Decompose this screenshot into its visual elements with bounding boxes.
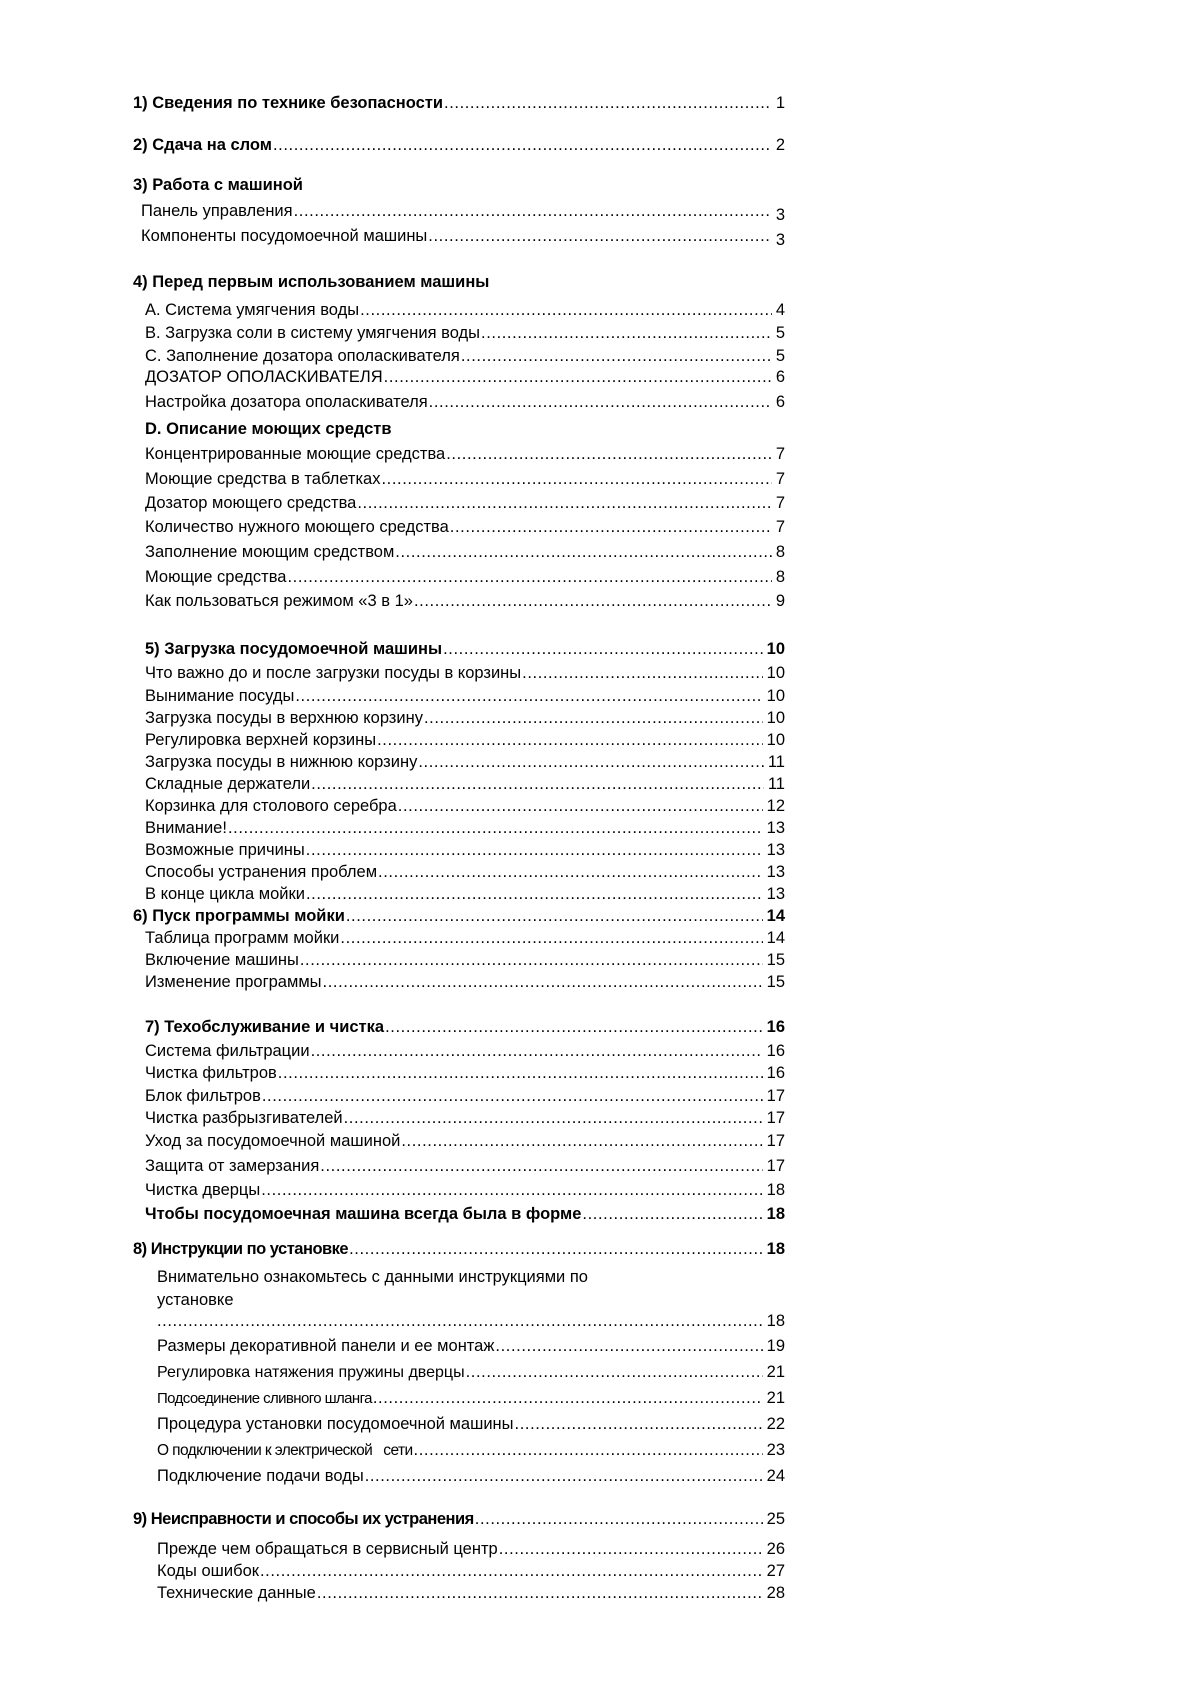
leader-dots <box>395 543 772 562</box>
toc-entry <box>145 1181 785 1200</box>
toc-entry-title: Концентрированные моющие средства <box>145 445 446 463</box>
toc-entry-title: Загрузка посуды в нижнюю корзину <box>145 753 418 771</box>
toc-entry-page: 1 <box>775 94 785 112</box>
toc-entry-title: Настройка дозатора ополаскивателя <box>145 393 428 411</box>
toc-entry-page: 11 <box>767 775 785 793</box>
toc-entry-title: Подсоединение сливного шланга <box>157 1390 372 1407</box>
toc-entry-title: Заполнение моющим средством <box>145 543 395 561</box>
toc-entry-page: 21 <box>766 1389 785 1407</box>
toc-entry <box>157 1415 785 1434</box>
leader-dots <box>398 797 763 816</box>
toc-entry-read-instructions-line1: Внимательно ознакомьтесь с данными инструкциями по <box>157 1268 588 1286</box>
toc-entry <box>145 664 785 683</box>
toc-entry-title: Как пользоваться режимом «3 в 1» <box>145 592 413 610</box>
toc-entry-page: 13 <box>766 863 785 881</box>
toc-entry <box>145 687 785 706</box>
toc-entry-title: Регулировка натяжения пружины дверцы <box>157 1364 465 1381</box>
toc-entry-page: 8 <box>775 543 785 561</box>
leader-dots <box>373 1389 763 1408</box>
leader-dots <box>522 664 763 683</box>
toc-subsection-detergents: D. Описание моющих средств <box>145 420 392 438</box>
toc-entry-title: Система фильтрации <box>145 1042 310 1060</box>
toc-entry <box>157 1540 785 1559</box>
toc-section-operation: 3) Работа с машиной <box>133 176 303 194</box>
toc-entry <box>141 202 785 224</box>
toc-entry-title: Блок фильтров <box>145 1087 261 1105</box>
toc-entry-title: Размеры декоративной панели и ее монтаж <box>157 1337 495 1355</box>
leader-dots <box>450 518 772 537</box>
leader-dots <box>273 136 772 155</box>
toc-entry-page: 4 <box>775 301 785 319</box>
toc-entry-title: Чтобы посудомоечная машина всегда была в форме <box>145 1205 582 1223</box>
leader-dots <box>360 301 772 320</box>
toc-entry-page: 17 <box>766 1157 785 1175</box>
toc-entry <box>145 1157 785 1176</box>
toc-section-before-first-use: 4) Перед первым использованием машины <box>133 273 490 291</box>
toc-entry-title: Чистка разбрызгивателей <box>145 1109 343 1127</box>
leader-dots <box>278 1064 763 1083</box>
toc-entry-page: 27 <box>766 1562 785 1580</box>
toc-entry <box>145 518 785 537</box>
toc-section-installation <box>133 1240 785 1259</box>
toc-entry-title: 5) Загрузка посудомоечной машины <box>145 640 443 658</box>
toc-entry-page: 6 <box>775 368 785 386</box>
leader-dots <box>475 1510 763 1529</box>
toc-entry-title: О подключении к электрической сети <box>157 1442 413 1459</box>
leader-dots <box>428 227 772 246</box>
toc-entry <box>145 753 785 772</box>
toc-entry-page: 7 <box>775 445 785 463</box>
toc-entry-title: Чистка фильтров <box>145 1064 277 1082</box>
leader-dots <box>515 1415 763 1434</box>
toc-entry-page: 5 <box>775 324 785 342</box>
toc-entry <box>157 1441 785 1460</box>
toc-entry-page: 18 <box>766 1312 785 1330</box>
toc-entry-title: 8) Инструкции по установке <box>133 1240 349 1258</box>
toc-entry-title: A. Система умягчения воды <box>145 301 360 319</box>
leader-dots <box>481 324 772 343</box>
toc-entry-title: В конце цикла мойки <box>145 885 305 903</box>
toc-entry-title: Регулировка верхней корзины <box>145 731 377 749</box>
toc-entry-disposal <box>133 136 785 155</box>
toc-entry-title: 6) Пуск программы мойки <box>133 907 345 925</box>
toc-entry-page: 3 <box>775 231 785 249</box>
toc-entry-page: 16 <box>766 1018 785 1036</box>
toc-entry <box>145 347 785 366</box>
toc-entry-title: Подключение подачи воды <box>157 1467 364 1485</box>
toc-entry-title: Моющие средства в таблетках <box>145 470 381 488</box>
toc-entry <box>145 1042 785 1061</box>
leader-dots <box>344 1109 763 1128</box>
toc-entry <box>145 1064 785 1083</box>
toc-entry <box>145 731 785 750</box>
toc-entry-title: Прежде чем обращаться в сервисный центр <box>157 1540 498 1558</box>
leader-dots <box>401 1132 762 1151</box>
toc-entry-page: 7 <box>775 494 785 512</box>
toc-entry <box>157 1467 785 1486</box>
toc-entry-page: 13 <box>766 885 785 903</box>
leader-dots <box>378 863 763 882</box>
toc-entry-page: 2 <box>775 136 785 154</box>
toc-entry <box>145 841 785 860</box>
toc-entry <box>145 445 785 464</box>
toc-entry-title: 2) Сдача на слом <box>133 136 272 154</box>
leader-dots <box>424 709 763 728</box>
toc-entry-title: Чистка дверцы <box>145 1181 261 1199</box>
toc-entry-page: 16 <box>766 1064 785 1082</box>
toc-entry-page: 24 <box>766 1467 785 1485</box>
toc-entry-page: 25 <box>766 1510 785 1528</box>
toc-entry-title: Изменение программы <box>145 973 322 991</box>
leader-dots <box>294 202 772 221</box>
leader-dots <box>262 1087 763 1106</box>
toc-entry-title: Панель управления <box>141 202 293 220</box>
toc-entry-page: 18 <box>766 1181 785 1199</box>
toc-entry <box>145 470 785 489</box>
toc-entry <box>145 775 785 794</box>
toc-section-start-program <box>133 907 785 926</box>
toc-section-loading <box>145 640 785 659</box>
leader-dots <box>300 951 763 970</box>
toc-entry-title: Включение машины <box>145 951 299 969</box>
toc-entry-page: 16 <box>766 1042 785 1060</box>
toc-entry-page: 17 <box>766 1087 785 1105</box>
toc-entry-page: 15 <box>766 973 785 991</box>
toc-entry <box>141 227 785 249</box>
toc-entry <box>145 951 785 970</box>
toc-entry-title: 7) Техобслуживание и чистка <box>145 1018 385 1036</box>
toc-entry <box>157 1363 785 1382</box>
leader-dots <box>377 731 763 750</box>
toc-entry <box>145 1087 785 1106</box>
toc-entry <box>145 1132 785 1151</box>
toc-entry-page: 23 <box>766 1441 785 1459</box>
toc-entry <box>145 592 785 611</box>
toc-entry-title: Таблица программ мойки <box>145 929 340 947</box>
toc-entry-page: 5 <box>775 347 785 365</box>
leader-dots <box>357 494 771 513</box>
toc-entry-title: C. Заполнение дозатора ополаскивателя <box>145 347 460 365</box>
toc-entry <box>157 1584 785 1603</box>
leader-dots <box>311 775 764 794</box>
toc-entry <box>145 973 785 992</box>
toc-entry-page: 10 <box>766 709 785 727</box>
toc-entry-title: Что важно до и после загрузки посуды в корзины <box>145 664 522 682</box>
leader-dots <box>444 94 772 113</box>
leader-dots <box>381 470 771 489</box>
toc-entry-page: 19 <box>766 1337 785 1355</box>
toc-entry <box>157 1562 785 1581</box>
toc-entry-page: 10 <box>766 640 785 658</box>
toc-entry-read-instructions-dots <box>157 1312 785 1331</box>
leader-dots <box>495 1337 762 1356</box>
toc-entry-title: Внимание! <box>145 819 227 837</box>
toc-entry-page: 21 <box>766 1363 785 1381</box>
toc-entry-title: Уход за посудомоечной машиной <box>145 1132 401 1150</box>
toc-entry-page: 10 <box>766 664 785 682</box>
toc-entry-page: 10 <box>766 687 785 705</box>
toc-entry-page: 17 <box>766 1109 785 1127</box>
toc-entry <box>145 393 785 412</box>
leader-dots <box>385 1018 763 1037</box>
toc-entry-page: 28 <box>766 1584 785 1602</box>
leader-dots <box>323 973 763 992</box>
toc-entry <box>145 929 785 948</box>
leader-dots <box>443 640 763 659</box>
toc-entry <box>145 797 785 816</box>
toc-entry-page: 26 <box>766 1540 785 1558</box>
leader-dots <box>461 347 772 366</box>
toc-entry-title: Технические данные <box>157 1584 316 1602</box>
toc-entry-page: 14 <box>766 929 785 947</box>
toc-entry-safety <box>133 94 785 113</box>
toc-entry-page: 17 <box>766 1132 785 1150</box>
toc-entry-page: 12 <box>766 797 785 815</box>
toc-entry-title: Процедура установки посудомоечной машины <box>157 1415 514 1433</box>
leader-dots <box>157 1312 763 1331</box>
toc-entry-title: 9) Неисправности и способы их устранения <box>133 1510 474 1528</box>
leader-dots <box>349 1240 763 1259</box>
toc-entry-title: Моющие средства <box>145 568 287 586</box>
toc-entry <box>145 885 785 904</box>
toc-entry-read-instructions-line2: установке <box>157 1291 234 1309</box>
leader-dots <box>306 841 763 860</box>
toc-entry <box>145 494 785 513</box>
leader-dots <box>317 1584 763 1603</box>
toc-entry-page: 10 <box>766 731 785 749</box>
leader-dots <box>311 1042 763 1061</box>
toc-entry-page: 7 <box>775 518 785 536</box>
toc-entry-title: Корзинка для столового серебра <box>145 797 397 815</box>
leader-dots <box>340 929 762 948</box>
leader-dots <box>260 1562 763 1581</box>
toc-entry-page: 15 <box>766 951 785 969</box>
leader-dots <box>414 1441 763 1460</box>
toc-entry <box>145 819 785 838</box>
leader-dots <box>582 1205 762 1224</box>
toc-entry <box>157 1389 785 1408</box>
leader-dots <box>306 885 763 904</box>
toc-entry <box>145 368 785 387</box>
toc-section-troubleshooting <box>133 1510 785 1529</box>
leader-dots <box>346 907 763 926</box>
leader-dots <box>261 1181 762 1200</box>
toc-entry-page: 18 <box>766 1205 785 1223</box>
toc-section-maintenance <box>145 1018 785 1037</box>
leader-dots <box>228 819 763 838</box>
leader-dots <box>384 368 772 387</box>
toc-entry-page: 9 <box>775 592 785 610</box>
toc-entry-title: Способы устранения проблем <box>145 863 378 881</box>
toc-entry-title: Загрузка посуды в верхнюю корзину <box>145 709 423 727</box>
toc-entry <box>145 301 785 320</box>
toc-entry-page: 14 <box>766 907 785 925</box>
toc-entry-page: 11 <box>767 753 785 771</box>
toc-entry-title: 1) Сведения по технике безопасности <box>133 94 444 112</box>
toc-entry-page: 7 <box>775 470 785 488</box>
leader-dots <box>295 687 762 706</box>
toc-entry-title: Коды ошибок <box>157 1562 259 1580</box>
toc-entry-title: Компоненты посудомоечной машины <box>141 227 428 245</box>
toc-entry-title: Вынимание посуды <box>145 687 295 705</box>
toc-entry-page: 22 <box>766 1415 785 1433</box>
leader-dots <box>446 445 772 464</box>
toc-entry-page: 6 <box>775 393 785 411</box>
toc-entry <box>145 543 785 562</box>
toc-entry-page: 13 <box>766 841 785 859</box>
toc-entry <box>145 863 785 882</box>
toc-entry-page: 3 <box>775 206 785 224</box>
toc-entry-title: Защита от замерзания <box>145 1157 320 1175</box>
toc-entry <box>145 709 785 728</box>
toc-entry <box>157 1337 785 1356</box>
toc-entry-keep-in-shape <box>145 1205 785 1224</box>
toc-entry-title: B. Загрузка соли в систему умягчения воды <box>145 324 481 342</box>
leader-dots <box>287 568 771 587</box>
toc-entry-title: Дозатор моющего средства <box>145 494 357 512</box>
toc-entry-page: 13 <box>766 819 785 837</box>
leader-dots <box>414 592 772 611</box>
toc-entry <box>145 568 785 587</box>
leader-dots <box>418 753 764 772</box>
toc-entry-title: Возможные причины <box>145 841 305 859</box>
leader-dots <box>499 1540 763 1559</box>
toc-entry-title: ДОЗАТОР ОПОЛАСКИВАТЕЛЯ <box>145 368 383 386</box>
toc-entry-title: Количество нужного моющего средства <box>145 518 449 536</box>
toc-entry-title: Складные держатели <box>145 775 311 793</box>
leader-dots <box>365 1467 763 1486</box>
leader-dots <box>320 1157 762 1176</box>
leader-dots <box>466 1363 763 1382</box>
leader-dots <box>429 393 772 412</box>
toc-entry <box>145 1109 785 1128</box>
toc-entry-page: 8 <box>775 568 785 586</box>
toc-entry-page: 18 <box>766 1240 785 1258</box>
toc-entry <box>145 324 785 343</box>
